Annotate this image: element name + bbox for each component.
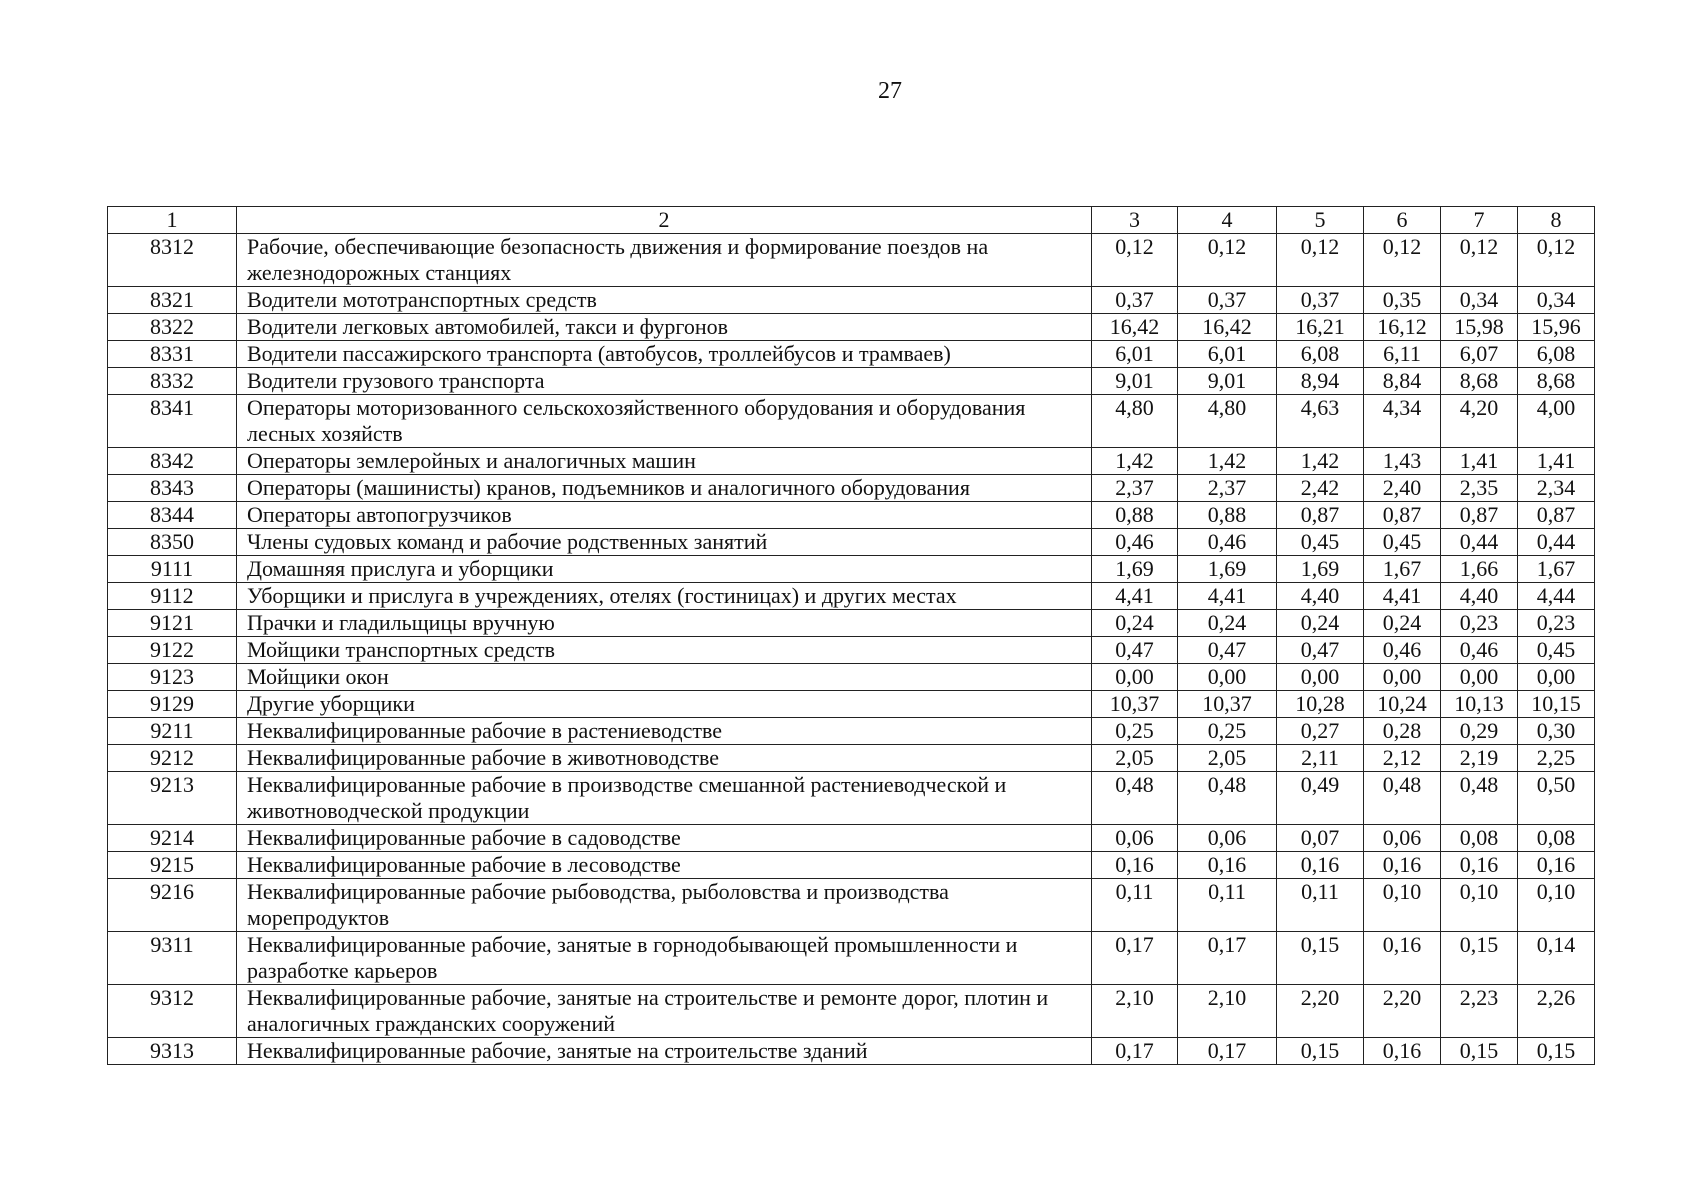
value-cell: 4,80	[1092, 395, 1178, 448]
table-row	[108, 395, 1595, 448]
value-cell: 0,50	[1518, 772, 1595, 825]
occupation-name-cell: Неквалифицированные рабочие в садоводстве	[237, 825, 1092, 852]
value-cell: 4,44	[1518, 583, 1595, 610]
occupation-code-cell: 8312	[108, 234, 237, 287]
value-cell: 2,05	[1092, 745, 1178, 772]
occupation-name-cell: Операторы (машинисты) кранов, подъемников и аналогичного оборудования	[237, 475, 1092, 502]
value-cell: 0,15	[1441, 1038, 1518, 1065]
table-row	[108, 341, 1595, 368]
occupation-code-cell: 8331	[108, 341, 237, 368]
value-cell: 0,48	[1178, 772, 1277, 825]
value-cell: 4,20	[1441, 395, 1518, 448]
column-header: 3	[1092, 207, 1178, 234]
value-cell: 1,69	[1178, 556, 1277, 583]
value-cell: 1,67	[1364, 556, 1441, 583]
table-row	[108, 664, 1595, 691]
table-row	[108, 610, 1595, 637]
value-cell: 2,42	[1277, 475, 1364, 502]
value-cell: 4,40	[1441, 583, 1518, 610]
occupation-name-cell: Водители мототранспортных средств	[237, 287, 1092, 314]
occupation-name-cell: Неквалифицированные рабочие, занятые в горнодобывающей промышленности и разработке карьеров	[237, 932, 1092, 985]
occupation-name-cell: Неквалифицированные рабочие, занятые на строительстве зданий	[237, 1038, 1092, 1065]
value-cell: 2,20	[1277, 985, 1364, 1038]
value-cell: 0,17	[1178, 1038, 1277, 1065]
value-cell: 0,45	[1277, 529, 1364, 556]
occupation-code-cell: 8350	[108, 529, 237, 556]
table-row	[108, 772, 1595, 825]
value-cell: 0,16	[1364, 1038, 1441, 1065]
value-cell: 0,12	[1441, 234, 1518, 287]
value-cell: 4,63	[1277, 395, 1364, 448]
value-cell: 16,42	[1092, 314, 1178, 341]
page-number: 27	[878, 78, 902, 104]
occupation-name-cell: Уборщики и прислуга в учреждениях, отелях (гостиницах) и других местах	[237, 583, 1092, 610]
occupation-code-cell: 9312	[108, 985, 237, 1038]
value-cell: 0,47	[1178, 637, 1277, 664]
value-cell: 0,15	[1518, 1038, 1595, 1065]
table-row	[108, 637, 1595, 664]
column-header: 8	[1518, 207, 1595, 234]
value-cell: 0,15	[1277, 932, 1364, 985]
value-cell: 8,68	[1518, 368, 1595, 395]
occupation-code-cell: 8342	[108, 448, 237, 475]
table-row	[108, 932, 1595, 985]
value-cell: 0,16	[1518, 852, 1595, 879]
value-cell: 0,16	[1364, 932, 1441, 985]
value-cell: 0,34	[1441, 287, 1518, 314]
value-cell: 0,88	[1092, 502, 1178, 529]
value-cell: 1,42	[1178, 448, 1277, 475]
value-cell: 0,24	[1277, 610, 1364, 637]
occupation-code-cell: 9123	[108, 664, 237, 691]
value-cell: 0,46	[1441, 637, 1518, 664]
value-cell: 6,08	[1277, 341, 1364, 368]
value-cell: 2,11	[1277, 745, 1364, 772]
value-cell: 0,45	[1364, 529, 1441, 556]
value-cell: 0,12	[1092, 234, 1178, 287]
value-cell: 0,28	[1364, 718, 1441, 745]
value-cell: 16,21	[1277, 314, 1364, 341]
column-header: 1	[108, 207, 237, 234]
value-cell: 2,26	[1518, 985, 1595, 1038]
value-cell: 0,37	[1092, 287, 1178, 314]
occupation-name-cell: Рабочие, обеспечивающие безопасность движения и формирование поездов на железнодорожных станциях	[237, 234, 1092, 287]
occupation-code-cell: 9212	[108, 745, 237, 772]
table-row	[108, 556, 1595, 583]
value-cell: 2,34	[1518, 475, 1595, 502]
occupation-code-cell: 8344	[108, 502, 237, 529]
value-cell: 0,37	[1277, 287, 1364, 314]
table-row	[108, 583, 1595, 610]
value-cell: 0,06	[1092, 825, 1178, 852]
column-header: 2	[237, 207, 1092, 234]
value-cell: 4,41	[1178, 583, 1277, 610]
value-cell: 0,12	[1518, 234, 1595, 287]
value-cell: 0,27	[1277, 718, 1364, 745]
value-cell: 10,37	[1092, 691, 1178, 718]
table-row	[108, 368, 1595, 395]
value-cell: 0,00	[1518, 664, 1595, 691]
value-cell: 0,00	[1092, 664, 1178, 691]
value-cell: 1,41	[1441, 448, 1518, 475]
table-row	[108, 234, 1595, 287]
value-cell: 0,46	[1178, 529, 1277, 556]
occupation-code-cell: 8343	[108, 475, 237, 502]
value-cell: 0,17	[1092, 1038, 1178, 1065]
occupation-code-cell: 9112	[108, 583, 237, 610]
value-cell: 0,48	[1092, 772, 1178, 825]
value-cell: 0,23	[1518, 610, 1595, 637]
value-cell: 0,87	[1441, 502, 1518, 529]
value-cell: 0,24	[1364, 610, 1441, 637]
occupation-name-cell: Неквалифицированные рабочие в производстве смешанной растениеводческой и животноводческой продукции	[237, 772, 1092, 825]
value-cell: 0,00	[1277, 664, 1364, 691]
value-cell: 8,94	[1277, 368, 1364, 395]
value-cell: 0,29	[1441, 718, 1518, 745]
value-cell: 0,07	[1277, 825, 1364, 852]
value-cell: 0,47	[1277, 637, 1364, 664]
value-cell: 0,14	[1518, 932, 1595, 985]
table-row	[108, 1038, 1595, 1065]
value-cell: 2,35	[1441, 475, 1518, 502]
value-cell: 0,10	[1364, 879, 1441, 932]
value-cell: 10,13	[1441, 691, 1518, 718]
occupation-code-cell: 9214	[108, 825, 237, 852]
column-header: 4	[1178, 207, 1277, 234]
value-cell: 0,16	[1441, 852, 1518, 879]
value-cell: 0,00	[1364, 664, 1441, 691]
value-cell: 4,80	[1178, 395, 1277, 448]
value-cell: 16,12	[1364, 314, 1441, 341]
value-cell: 0,00	[1178, 664, 1277, 691]
occupation-name-cell: Мойщики окон	[237, 664, 1092, 691]
column-header: 5	[1277, 207, 1364, 234]
value-cell: 0,12	[1364, 234, 1441, 287]
value-cell: 0,16	[1178, 852, 1277, 879]
occupation-code-cell: 8321	[108, 287, 237, 314]
value-cell: 1,43	[1364, 448, 1441, 475]
value-cell: 8,68	[1441, 368, 1518, 395]
value-cell: 1,69	[1092, 556, 1178, 583]
value-cell: 2,10	[1178, 985, 1277, 1038]
value-cell: 0,23	[1441, 610, 1518, 637]
table-row	[108, 448, 1595, 475]
value-cell: 2,37	[1092, 475, 1178, 502]
table-row	[108, 825, 1595, 852]
occupation-name-cell: Неквалифицированные рабочие в животноводстве	[237, 745, 1092, 772]
occupation-name-cell: Водители легковых автомобилей, такси и фургонов	[237, 314, 1092, 341]
value-cell: 0,16	[1092, 852, 1178, 879]
value-cell: 10,15	[1518, 691, 1595, 718]
occupation-name-cell: Операторы землеройных и аналогичных машин	[237, 448, 1092, 475]
table-row	[108, 718, 1595, 745]
value-cell: 2,05	[1178, 745, 1277, 772]
value-cell: 10,28	[1277, 691, 1364, 718]
value-cell: 2,40	[1364, 475, 1441, 502]
occupation-code-cell: 9215	[108, 852, 237, 879]
occupation-code-cell: 9211	[108, 718, 237, 745]
value-cell: 0,24	[1178, 610, 1277, 637]
value-cell: 0,11	[1277, 879, 1364, 932]
value-cell: 1,41	[1518, 448, 1595, 475]
occupation-code-cell: 9213	[108, 772, 237, 825]
value-cell: 0,46	[1364, 637, 1441, 664]
value-cell: 0,12	[1277, 234, 1364, 287]
value-cell: 0,87	[1277, 502, 1364, 529]
value-cell: 8,84	[1364, 368, 1441, 395]
value-cell: 0,11	[1178, 879, 1277, 932]
occupation-name-cell: Неквалифицированные рабочие в лесоводстве	[237, 852, 1092, 879]
occupation-code-cell: 9111	[108, 556, 237, 583]
value-cell: 2,10	[1092, 985, 1178, 1038]
table-row	[108, 879, 1595, 932]
value-cell: 0,48	[1364, 772, 1441, 825]
table-row	[108, 691, 1595, 718]
table-row	[108, 745, 1595, 772]
value-cell: 4,40	[1277, 583, 1364, 610]
value-cell: 0,49	[1277, 772, 1364, 825]
column-header: 7	[1441, 207, 1518, 234]
occupation-code-cell: 9121	[108, 610, 237, 637]
value-cell: 0,12	[1178, 234, 1277, 287]
occupation-code-cell: 8322	[108, 314, 237, 341]
occupation-name-cell: Неквалифицированные рабочие рыбоводства, рыболовства и производства морепродуктов	[237, 879, 1092, 932]
value-cell: 2,12	[1364, 745, 1441, 772]
value-cell: 0,25	[1092, 718, 1178, 745]
header-row	[108, 207, 1595, 234]
value-cell: 0,37	[1178, 287, 1277, 314]
value-cell: 0,06	[1364, 825, 1441, 852]
occupation-name-cell: Операторы автопогрузчиков	[237, 502, 1092, 529]
value-cell: 0,10	[1441, 879, 1518, 932]
value-cell: 0,48	[1441, 772, 1518, 825]
value-cell: 2,23	[1441, 985, 1518, 1038]
value-cell: 0,10	[1518, 879, 1595, 932]
value-cell: 0,17	[1092, 932, 1178, 985]
value-cell: 0,16	[1364, 852, 1441, 879]
value-cell: 4,00	[1518, 395, 1595, 448]
value-cell: 0,46	[1092, 529, 1178, 556]
value-cell: 6,01	[1178, 341, 1277, 368]
value-cell: 0,17	[1178, 932, 1277, 985]
occupation-code-cell: 8332	[108, 368, 237, 395]
value-cell: 6,11	[1364, 341, 1441, 368]
value-cell: 2,19	[1441, 745, 1518, 772]
value-cell: 6,08	[1518, 341, 1595, 368]
value-cell: 4,41	[1364, 583, 1441, 610]
data-table	[107, 206, 1595, 1065]
occupation-name-cell: Водители грузового транспорта	[237, 368, 1092, 395]
occupation-code-cell: 9216	[108, 879, 237, 932]
occupation-code-cell: 9313	[108, 1038, 237, 1065]
value-cell: 0,15	[1277, 1038, 1364, 1065]
value-cell: 9,01	[1092, 368, 1178, 395]
value-cell: 10,37	[1178, 691, 1277, 718]
value-cell: 1,66	[1441, 556, 1518, 583]
occupation-code-cell: 9122	[108, 637, 237, 664]
value-cell: 0,08	[1441, 825, 1518, 852]
value-cell: 0,16	[1277, 852, 1364, 879]
value-cell: 0,47	[1092, 637, 1178, 664]
occupation-name-cell: Мойщики транспортных средств	[237, 637, 1092, 664]
occupation-code-cell: 9129	[108, 691, 237, 718]
value-cell: 16,42	[1178, 314, 1277, 341]
value-cell: 0,88	[1178, 502, 1277, 529]
value-cell: 6,01	[1092, 341, 1178, 368]
table-row	[108, 502, 1595, 529]
value-cell: 4,41	[1092, 583, 1178, 610]
value-cell: 0,44	[1518, 529, 1595, 556]
occupation-name-cell: Другие уборщики	[237, 691, 1092, 718]
value-cell: 0,87	[1518, 502, 1595, 529]
value-cell: 0,15	[1441, 932, 1518, 985]
column-header: 6	[1364, 207, 1441, 234]
value-cell: 2,20	[1364, 985, 1441, 1038]
value-cell: 0,44	[1441, 529, 1518, 556]
value-cell: 0,24	[1092, 610, 1178, 637]
value-cell: 0,25	[1178, 718, 1277, 745]
value-cell: 0,87	[1364, 502, 1441, 529]
table-row	[108, 852, 1595, 879]
occupation-name-cell: Водители пассажирского транспорта (автобусов, троллейбусов и трамваев)	[237, 341, 1092, 368]
value-cell: 1,69	[1277, 556, 1364, 583]
occupation-name-cell: Операторы моторизованного сельскохозяйственного оборудования и оборудования лесных хозяйств	[237, 395, 1092, 448]
value-cell: 15,98	[1441, 314, 1518, 341]
value-cell: 0,35	[1364, 287, 1441, 314]
value-cell: 15,96	[1518, 314, 1595, 341]
occupation-name-cell: Домашняя прислуга и уборщики	[237, 556, 1092, 583]
table-row	[108, 985, 1595, 1038]
occupation-name-cell: Неквалифицированные рабочие в растениеводстве	[237, 718, 1092, 745]
occupation-name-cell: Члены судовых команд и рабочие родственных занятий	[237, 529, 1092, 556]
value-cell: 0,34	[1518, 287, 1595, 314]
value-cell: 0,30	[1518, 718, 1595, 745]
value-cell: 0,45	[1518, 637, 1595, 664]
table-row	[108, 287, 1595, 314]
value-cell: 0,11	[1092, 879, 1178, 932]
value-cell: 0,08	[1518, 825, 1595, 852]
value-cell: 9,01	[1178, 368, 1277, 395]
table-row	[108, 529, 1595, 556]
occupation-code-cell: 9311	[108, 932, 237, 985]
occupation-name-cell: Прачки и гладильщицы вручную	[237, 610, 1092, 637]
value-cell: 1,67	[1518, 556, 1595, 583]
occupation-name-cell: Неквалифицированные рабочие, занятые на строительстве и ремонте дорог, плотин и аналогичных гражданских сооружений	[237, 985, 1092, 1038]
value-cell: 2,37	[1178, 475, 1277, 502]
value-cell: 6,07	[1441, 341, 1518, 368]
value-cell: 10,24	[1364, 691, 1441, 718]
occupation-code-cell: 8341	[108, 395, 237, 448]
value-cell: 0,00	[1441, 664, 1518, 691]
value-cell: 0,06	[1178, 825, 1277, 852]
value-cell: 4,34	[1364, 395, 1441, 448]
value-cell: 2,25	[1518, 745, 1595, 772]
value-cell: 1,42	[1277, 448, 1364, 475]
value-cell: 1,42	[1092, 448, 1178, 475]
table-row	[108, 475, 1595, 502]
table-row	[108, 314, 1595, 341]
